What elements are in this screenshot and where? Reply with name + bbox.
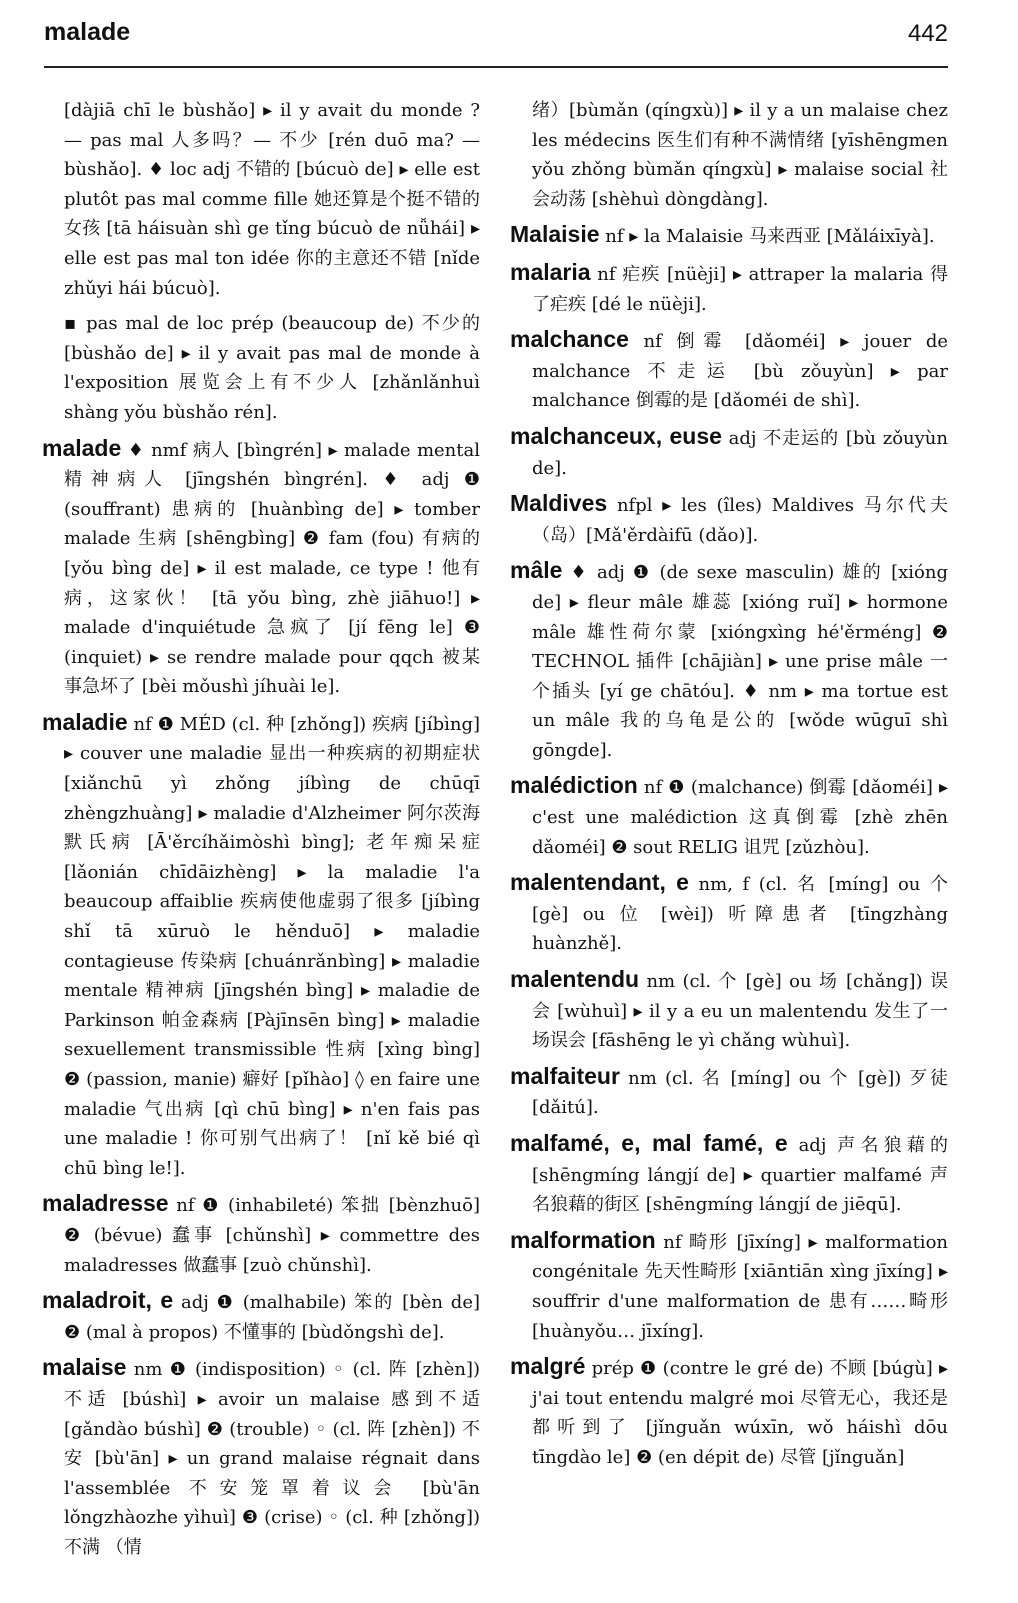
left-column: [42, 96, 480, 1583]
dictionary-entry: [510, 771, 948, 862]
entry-definition: nm ❶ (indisposition) ◦ (cl. 阵 [zhèn]) 不适 [búshì] ▸ avoir un malaise 感到不适 [gǎndào búshì] ❷ (trouble) ◦ (cl. 阵 [zhèn]) 不安 [bù'ān] ▸ un grand malaise régnait dans l'assemblée 不安笼罩着议会 [bù'ān lǒngzhàozhe yìhuì] ❸ (crise) ◦ (cl. 种 [zhǒng]) 不满 （情: [64, 1359, 480, 1558]
dictionary-entry: [510, 556, 948, 765]
entry-definition: nf 倒霉 [dǎoméi] ▸ jouer de malchance 不走运 [bù zǒuyùn] ▸ par malchance 倒霉的是 [dǎoméi de shì].: [532, 331, 948, 412]
entry-definition: adj ❶ (malhabile) 笨的 [bèn de] ❷ (mal à propos) 不懂事的 [bùdǒngshì de].: [64, 1292, 480, 1343]
entry-definition: nf 疟疾 [nüèji] ▸ attraper la malaria 得了疟疾 [dé le nüèji].: [532, 263, 948, 315]
entry-definition: nf 畸形 [jīxíng] ▸ malformation congénitale 先天性畸形 [xiāntiān xìng jīxíng] ▸ souffrir d'une malformation de 患有……畸形 [huànyǒu… jīxíng].: [532, 1231, 948, 1342]
entry-headword: malentendant, e: [510, 869, 689, 896]
entry-headword: malformation: [510, 1226, 656, 1253]
entry-definition: prép ❶ (contre le gré de) 不顾 [búgù] ▸ j'ai tout entendu malgré moi 尽管无心，我还是都听到了 [jǐnguǎn wúxīn, wǒ háishì dōu tīngdào le] ❷ (en dépit de) 尽管 [jǐnguǎn]: [532, 1358, 948, 1468]
entry-definition: 绪）[bùmǎn (qíngxù)] ▸ il y a un malaise chez les médecins 医生们有种不满情绪 [yīshēngmen yǒu zhǒng bùmǎn qíngxù] ▸ malaise social 社会动荡 [shèhuì dòngdàng].: [532, 100, 948, 210]
entry-definition: nm (cl. 个 [gè] ou 场 [chǎng]) 误会 [wùhuì] ▸ il y a eu un malentendu 发生了一场误会 [fāshēng le yì chǎng wùhuì].: [532, 971, 948, 1052]
dictionary-entry: [510, 1352, 948, 1472]
dictionary-entry: [42, 1189, 480, 1280]
entry-continuation: [42, 309, 480, 427]
entry-definition: adj 不走运的 [bù zǒuyùn de].: [532, 427, 948, 479]
entry-headword: malentendu: [510, 966, 640, 993]
entry-headword: maladresse: [42, 1190, 169, 1217]
entry-headword: malchanceux, euse: [510, 422, 722, 449]
entry-definition: nfpl ▸ les (îles) Maldives 马尔代夫（岛）[Mǎ'ěrdàifū (dǎo)].: [532, 495, 948, 546]
entry-continuation: [510, 96, 948, 214]
dictionary-entry: [42, 1353, 480, 1562]
entry-definition: ▪ pas mal de loc prép (beaucoup de) 不少的 [bùshǎo de] ▸ il y avait pas mal de monde à l'exposition 展览会上有不少人 [zhǎnlǎnhuì shàng yǒu bùshǎo rén].: [64, 313, 480, 423]
entry-headword: malgré: [510, 1353, 586, 1380]
entry-definition: nf ❶ (malchance) 倒霉 [dǎoméi] ▸ c'est une malédiction 这真倒霉 [zhè zhēn dǎoméi] ❷ sout RELIG 诅咒 [zǔzhòu].: [532, 777, 948, 858]
entry-headword: maladie: [42, 708, 128, 735]
entry-headword: malfaiteur: [510, 1062, 620, 1089]
page-number: 442: [907, 20, 948, 47]
dictionary-entry: [510, 220, 948, 252]
entry-headword: malfamé, e, mal famé, e: [510, 1130, 788, 1156]
dictionary-entry: [510, 868, 948, 959]
entry-definition: [dàjiā chī le bùshǎo] ▸ il y avait du monde ? — pas mal 人多吗？— 不少 [rén duō ma? — bùshǎo]. ♦ loc adj 不错的 [búcuò de] ▸ elle est plutôt pas mal comme fille 她还算是个挺不错的女孩 [tā háisuàn shì ge tǐng búcuò de nǚhái] ▸ elle est pas mal ton idée 你的主意还不错 [nǐde zhǔyi hái búcuò].: [64, 100, 480, 299]
right-column: [510, 96, 948, 1583]
dictionary-entry: [42, 1286, 480, 1347]
dictionary-entry: [510, 325, 948, 416]
entry-definition: ♦ adj ❶ (de sexe masculin) 雄的 [xióng de] ▸ fleur mâle 雄蕊 [xióng ruǐ] ▸ hormone mâle 雄性荷尔蒙 [xióngxìng hé'ěrméng] ❷ TECHNOL 插件 [chājiàn] ▸ une prise mâle 一个插头 [yí ge chātóu]. ♦ nm ▸ ma tortue est un mâle 我的乌龟是公的 [wǒde wūguī shì gōngde].: [532, 562, 948, 761]
entry-definition: adj 声名狼藉的 [shēngmíng lángjí de] ▸ quartier malfamé 声名狼藉的街区 [shēngmíng lángjí de jiēqū].: [532, 1135, 948, 1216]
entry-continuation: [42, 96, 480, 303]
entry-definition: nf ❶ (inhabileté) 笨拙 [bènzhuō] ❷ (bévue) 蠢事 [chǔnshì] ▸ commettre des maladresses 做蠢事 [zuò chǔnshì].: [64, 1195, 480, 1276]
dictionary-entry: [510, 422, 948, 483]
guide-word: malade: [44, 18, 131, 46]
dictionary-entry: [510, 1226, 948, 1346]
dictionary-columns: [42, 96, 948, 1583]
dictionary-entry: [510, 489, 948, 550]
entry-headword: Maldives: [510, 490, 608, 517]
dictionary-entry: [510, 965, 948, 1056]
entry-headword: malédiction: [510, 772, 638, 799]
entry-headword: malaria: [510, 258, 591, 285]
entry-headword: Malaisie: [510, 221, 600, 248]
dictionary-entry: [42, 434, 480, 702]
dictionary-entry: [42, 708, 480, 1184]
entry-definition: nf ❶ MÉD (cl. 种 [zhǒng]) 疾病 [jíbìng] ▸ couver une maladie 显出一种疾病的初期症状 [xiǎnchū yì zhǒng jíbìng de chūqī zhèngzhuàng] ▸ maladie d'Alzheimer 阿尔茨海默氏病 [Ā'ěrcíhǎimòshì bìng]; 老年痴呆症 [lǎonián chīdāizhèng] ▸ la maladie l'a beaucoup affaiblie 疾病使他虚弱了很多 [jíbìng shǐ tā xūruò le hěnduō] ▸ maladie contagieuse 传染病 [chuánrǎnbìng] ▸ maladie mentale 精神病 [jīngshén bìng] ▸ maladie de Parkinson 帕金森病 [Pàjīnsēn bìng] ▸ maladie sexuellement transmissible 性病 [xìng bìng] ❷ (passion, manie) 癖好 [pǐhào] ◊ en faire une maladie 气出病 [qì chū bìng] ▸ n'en fais pas une maladie ! 你可别气出病了！ [nǐ kě bié qì chū bìng le!].: [64, 713, 480, 1179]
page-header: [44, 14, 948, 68]
entry-definition: ♦ nmf 病人 [bìngrén] ▸ malade mental 精神病人 [jīngshén bìngrén]. ♦ adj ❶ (souffrant) 患病的 [huànbìng de] ▸ tomber malade 生病 [shēngbìng] ❷ fam (fou) 有病的 [yǒu bìng de] ▸ il est malade, ce type ! 他有病，这家伙！ [tā yǒu bìng, zhè jiāhuo!] ▸ malade d'inquiétude 急疯了 [jí fēng le] ❸ (inquiet) ▸ se rendre malade pour qqch 被某事急坏了 [bèi mǒushì jíhuài le].: [64, 439, 480, 698]
entry-headword: mâle: [510, 557, 563, 584]
dictionary-entry: [510, 258, 948, 319]
entry-headword: malaise: [42, 1354, 127, 1381]
entry-headword: malchance: [510, 326, 629, 353]
dictionary-entry: [510, 1129, 948, 1220]
entry-definition: nm (cl. 名 [míng] ou 个 [gè]) 歹徒 [dǎitú].: [532, 1067, 948, 1119]
dictionary-entry: [510, 1062, 948, 1123]
entry-headword: maladroit, e: [42, 1287, 174, 1314]
entry-definition: nf ▸ la Malaisie 马来西亚 [Mǎláixīyà].: [599, 226, 935, 248]
entry-headword: malade: [42, 434, 122, 461]
entry-definition: nm, f (cl. 名 [míng] ou 个 [gè] ou 位 [wèi]) 听障患者 [tīngzhàng huànzhě].: [532, 874, 948, 955]
